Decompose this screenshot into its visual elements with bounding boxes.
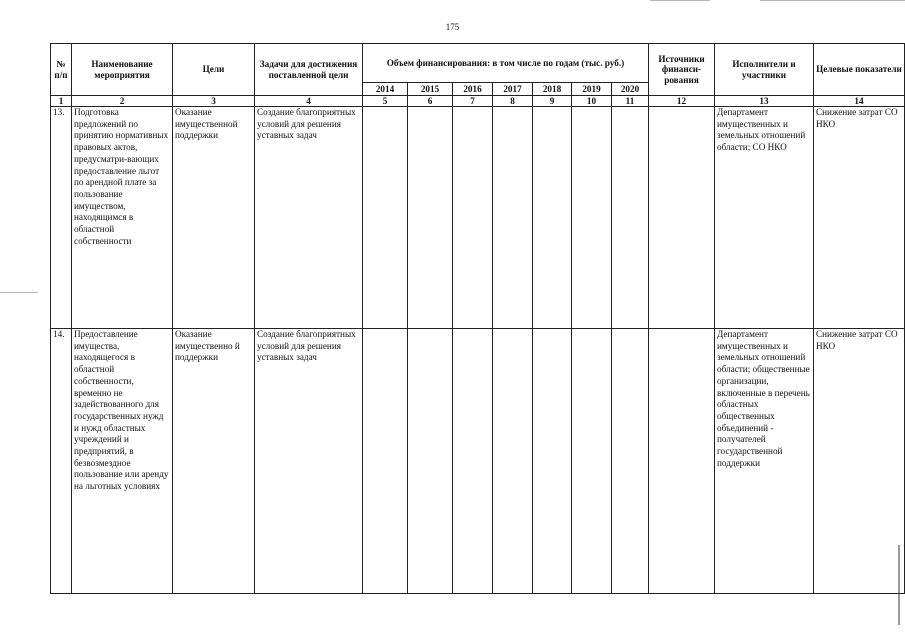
column-number: 8 <box>493 96 533 107</box>
header-year: 2017 <box>493 83 533 96</box>
activity-targets: Снижение затрат СО НКО <box>814 107 905 329</box>
table-row <box>51 107 905 329</box>
column-number: 7 <box>453 96 493 107</box>
funding-cell <box>572 107 612 329</box>
header-tasks: Задачи для достижения поставленной цели <box>255 44 363 96</box>
column-number: 13 <box>715 96 814 107</box>
funding-cell <box>363 329 408 594</box>
funding-cell <box>408 107 453 329</box>
activity-task: Создание благоприятных условий для решения уставных задач <box>255 329 363 594</box>
column-number: 10 <box>572 96 612 107</box>
row-number: 13. <box>51 107 72 329</box>
funding-cell <box>612 329 649 594</box>
activity-goal: Оказание имущественно й поддержки <box>173 329 255 594</box>
activity-goal: Оказание имущественной поддержки <box>173 107 255 329</box>
funding-source-cell <box>649 107 715 329</box>
activity-task: Создание благоприятных условий для решения уставных задач <box>255 107 363 329</box>
header-year: 2019 <box>572 83 612 96</box>
funding-cell <box>408 329 453 594</box>
funding-source-cell <box>649 329 715 594</box>
activity-executors: Департамент имущественных и земельных отношений области; общественные организации, включенные в перечень областных общественных объединений - получателей государственной поддержки <box>715 329 814 594</box>
header-name: Наименование мероприятия <box>72 44 173 96</box>
funding-cell <box>493 329 533 594</box>
column-number: 2 <box>72 96 173 107</box>
activity-name: Предоставление имущества, находящегося в областной собственности, временно не задействованного для государственных нужд и нужд областных учреждений и предприятий, в безвозмездное пользование или аренду на льготных условиях <box>72 329 173 594</box>
header-sources: Источники финанси-рования <box>649 44 715 96</box>
header-financing: Объем финансирования: в том числе по годам (тыс. руб.) <box>363 44 649 83</box>
header-year: 2016 <box>453 83 493 96</box>
column-number: 3 <box>173 96 255 107</box>
scan-artifact-line <box>760 0 905 1</box>
column-number: 4 <box>255 96 363 107</box>
scan-artifact-line <box>0 292 38 293</box>
header-executors: Исполнители и участники <box>715 44 814 96</box>
funding-cell <box>453 107 493 329</box>
funding-cell <box>572 329 612 594</box>
header-targets: Целевые показатели <box>814 44 905 96</box>
column-number: 11 <box>612 96 649 107</box>
row-number: 14. <box>51 329 72 594</box>
header-goals: Цели <box>173 44 255 96</box>
header-year: 2014 <box>363 83 408 96</box>
funding-cell <box>612 107 649 329</box>
header-num: № п/п <box>51 44 72 96</box>
column-number: 9 <box>533 96 572 107</box>
page-number: 175 <box>445 22 460 32</box>
column-number: 12 <box>649 96 715 107</box>
funding-cell <box>453 329 493 594</box>
activity-targets: Снижение затрат СО НКО <box>814 329 905 594</box>
header-year: 2020 <box>612 83 649 96</box>
column-number: 6 <box>408 96 453 107</box>
header-year: 2015 <box>408 83 453 96</box>
header-year: 2018 <box>533 83 572 96</box>
column-number: 14 <box>814 96 905 107</box>
column-number: 1 <box>51 96 72 107</box>
column-number: 5 <box>363 96 408 107</box>
scan-artifact-line <box>650 0 710 1</box>
table-row <box>51 329 905 594</box>
funding-cell <box>533 329 572 594</box>
funding-cell <box>533 107 572 329</box>
activity-name: Подготовка предложений по принятию нормативных правовых актов, предусматри-вающих предоставление льгот по арендной плате за пользование имуществом, находящимся в областной собственности <box>72 107 173 329</box>
funding-cell <box>363 107 408 329</box>
column-number-row <box>51 96 905 107</box>
funding-cell <box>493 107 533 329</box>
header-row <box>51 44 905 83</box>
program-activities-table <box>50 43 905 594</box>
activity-executors: Департамент имущественных и земельных отношений области; СО НКО <box>715 107 814 329</box>
